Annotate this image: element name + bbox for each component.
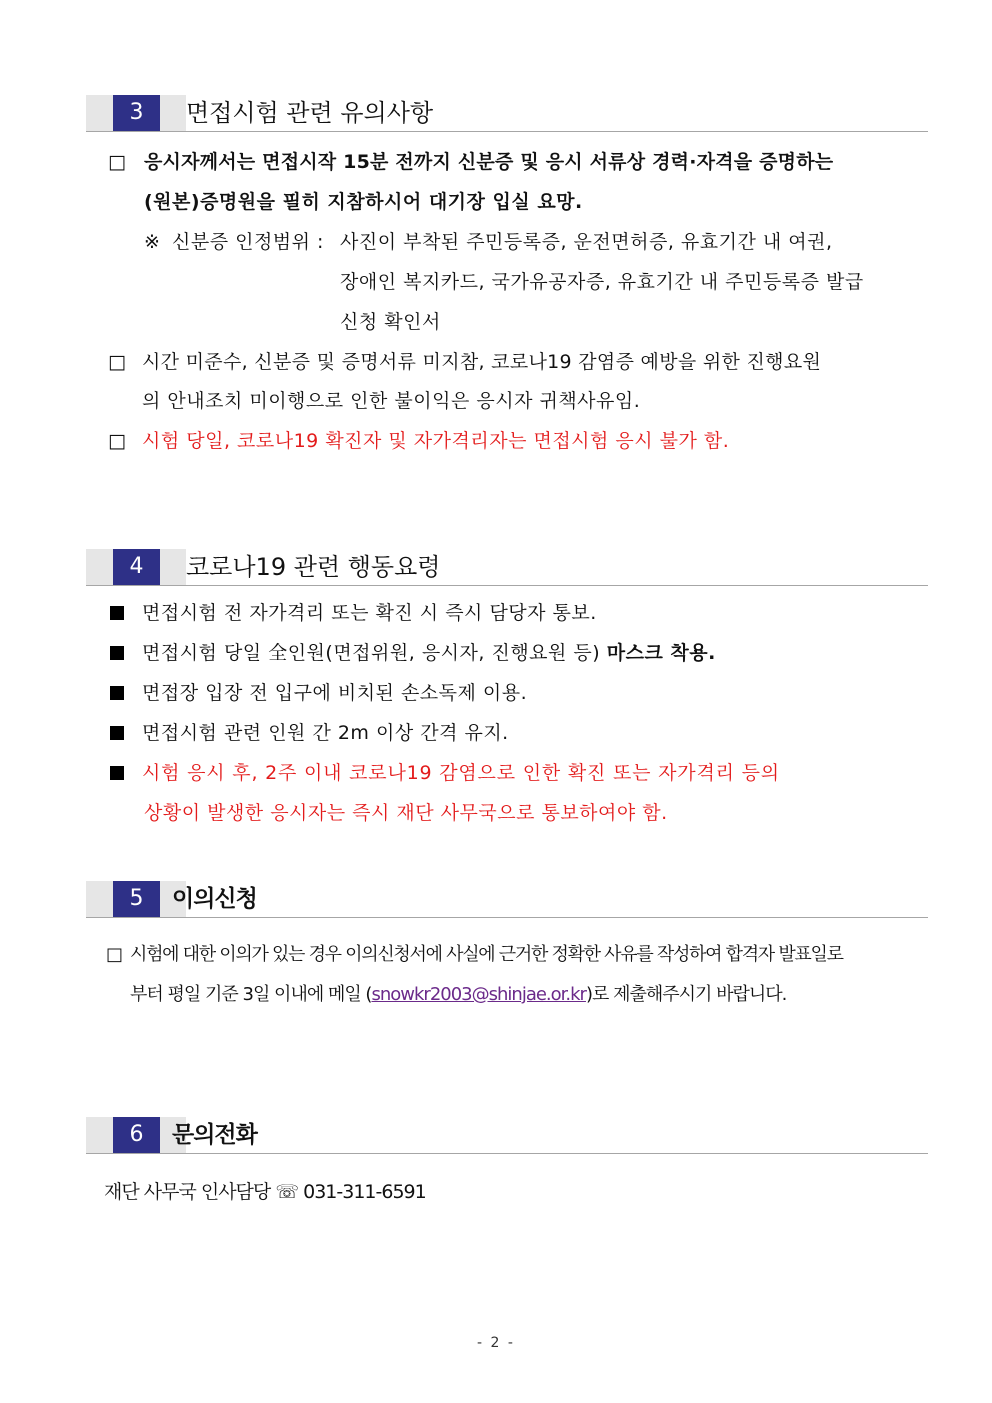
section-4-header <box>86 549 928 586</box>
email-link[interactable]: snowkr2003@shinjae.or.kr <box>371 984 586 1005</box>
s5-line2-post: )로 제출해주시기 바랍니다. <box>585 984 787 1005</box>
note-line1: 사진이 부착된 주민등록증, 운전면허증, 유효기간 내 여권, <box>340 231 833 253</box>
section-3-title: 면접시험 관련 유의사항 <box>186 99 434 127</box>
s3-item1-line2: (원본)증명원을 필히 지참하시어 대기장 입실 요망. <box>144 191 583 213</box>
contact-line <box>104 1179 426 1205</box>
section-5-header <box>86 881 928 918</box>
checkbox-mark: □ <box>108 351 126 373</box>
s4-item2-bold: 마스크 착용. <box>606 642 716 664</box>
checkbox-mark: □ <box>106 944 123 965</box>
note-mark: ※ <box>144 231 161 253</box>
section-5-number: 5 <box>113 881 160 917</box>
s5-line2-pre: 부터 평일 기준 3일 이내에 메일 ( <box>130 984 372 1005</box>
s5-line2 <box>130 982 786 1008</box>
checkbox-mark: □ <box>108 430 126 452</box>
s4-item5-line2: 상황이 발생한 응시자는 즉시 재단 사무국으로 통보하여야 함. <box>144 802 668 824</box>
s4-item3: 면접장 입장 전 입구에 비치된 손소독제 이용. <box>142 682 528 704</box>
s3-item2-line2: 의 안내조치 미이행으로 인한 불이익은 응시자 귀책사유임. <box>142 390 641 412</box>
s3-item1-line1: 응시자께서는 면접시작 15분 전까지 신분증 및 응시 서류상 경력·자격을 증명하는 <box>144 151 834 173</box>
section-6-number: 6 <box>113 1117 160 1153</box>
s3-item3: 시험 당일, 코로나19 확진자 및 자가격리자는 면접시험 응시 불가 함. <box>142 430 730 452</box>
note-line2: 장애인 복지카드, 국가유공자증, 유효기간 내 주민등록증 발급 <box>340 271 864 293</box>
section-6-header <box>86 1117 928 1154</box>
s4-item4: 면접시험 관련 인원 간 2m 이상 간격 유지. <box>142 722 509 744</box>
section-4-title: 코로나19 관련 행동요령 <box>186 553 441 581</box>
section-6-title: 문의전화 <box>172 1122 257 1148</box>
bullet-square <box>110 726 124 740</box>
note-line3: 신청 확인서 <box>340 311 441 333</box>
section-5-title: 이의신청 <box>172 886 257 912</box>
s4-item2-text: 면접시험 당일 全인원(면접위원, 응시자, 진행요원 등) <box>142 642 601 664</box>
s5-line1: 시험에 대한 이의가 있는 경우 이의신청서에 사실에 근거한 정확한 사유를 작성하여 합격자 발표일로 <box>130 944 843 965</box>
checkbox-mark: □ <box>108 151 126 173</box>
section-3-header <box>86 95 928 132</box>
s3-item2-line1: 시간 미준수, 신분증 및 증명서류 미지참, 코로나19 감염증 예방을 위한 진행요원 <box>142 351 822 373</box>
s4-item5-line1: 시험 응시 후, 2주 이내 코로나19 감염으로 인한 확진 또는 자가격리 등의 <box>142 762 780 784</box>
s4-item2 <box>142 640 716 666</box>
s4-item1: 면접시험 전 자가격리 또는 확진 시 즉시 담당자 통보. <box>142 602 597 624</box>
note-label: 신분증 인정범위 : <box>172 231 324 253</box>
section-3-number: 3 <box>113 95 160 131</box>
bullet-square <box>110 606 124 620</box>
page-number: - 2 - <box>477 1335 515 1351</box>
bullet-square <box>110 646 124 660</box>
phone-icon: ☏ <box>275 1181 299 1203</box>
bullet-square <box>110 686 124 700</box>
section-4-number: 4 <box>113 549 160 585</box>
bullet-square <box>110 766 124 780</box>
contact-label: 재단 사무국 인사담당 <box>104 1181 271 1203</box>
phone-number: 031-311-6591 <box>303 1181 426 1203</box>
